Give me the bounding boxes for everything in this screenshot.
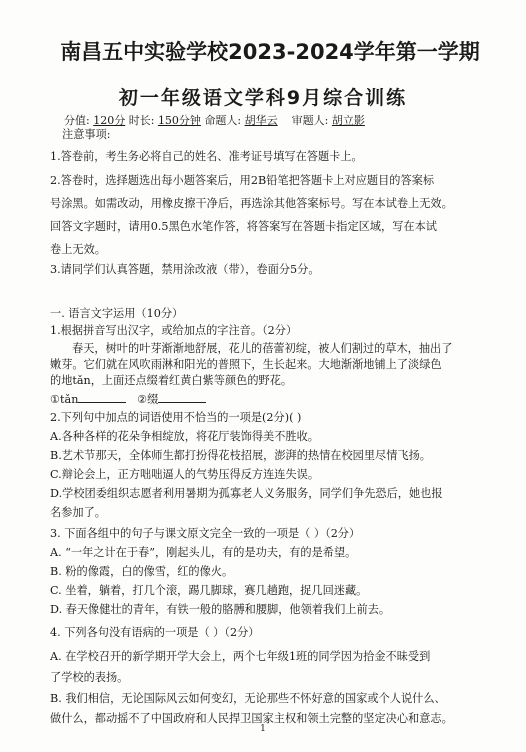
time-label: 时长: — [128, 114, 155, 127]
question-3-option: D. 春天像健壮的青年，有铁一般的胳膊和腰脚，他领着我们上前去。 — [50, 603, 391, 616]
note-line: 2.答卷时，选择题选出每小题答案后，用2B铅笔把答题卡上对应题目的答案标 — [50, 174, 435, 187]
question-1-stem: 1.根据拼音写出汉字，或给加点的字注音。（2分） — [50, 324, 298, 337]
author-value: 胡华云 — [244, 114, 278, 127]
note-line: 3.请同学们认真答题，禁用涂改液（带），卷面分5分。 — [50, 263, 320, 276]
exam-subtitle: 初一年级语文学科9月综合训练 — [118, 87, 408, 109]
question-2-option: B.艺术节那天，全体师生都打扮得花枝招展，澎湃的热情在校园里尽情飞扬。 — [50, 449, 431, 462]
note-line: 卷上无效。 — [50, 243, 106, 256]
question-1-passage-line: 的地tǎn，上面还点缀着红黄白紫等颜色的野花。 — [50, 374, 293, 387]
question-4-stem: 4. 下列各句没有语病的一项是（ ）（2分） — [50, 626, 260, 639]
question-2-option: 名参加了。 — [50, 506, 106, 519]
question-4-option: 做什么，都动摇不了中国政府和人民捍卫国家主权和领土完整的坚定决心和意志。 — [50, 712, 453, 725]
reviewer-value: 胡立影 — [331, 114, 365, 127]
question-1-passage-line: 春天，树叶的叶芽渐渐地舒展，花儿的蓓蕾初绽，被人们割过的草木，抽出了 — [72, 342, 453, 355]
score-value: 120分 — [93, 114, 126, 127]
page-number: 1 — [260, 724, 266, 734]
blank-1-line[interactable] — [78, 392, 126, 403]
question-3-stem: 3. 下面各组中的句子与课文原文完全一致的一项是（ ）（2分） — [50, 527, 361, 540]
question-3-option: A. “一年之计在于春”，刚起头儿，有的是功夫，有的是希望。 — [50, 546, 357, 559]
blank-2-line[interactable] — [158, 392, 206, 403]
score-label: 分值: — [64, 114, 90, 127]
note-line: 号涂黑。如需改动，用橡皮擦干净后，再选涂其他答案标号。写在本试卷上无效。 — [50, 197, 453, 210]
notes-heading: 注意事项: — [62, 128, 111, 141]
note-line: 回答文字题时，请用0.5黑色水笔作答，将答案写在答题卡指定区域，写在本试 — [50, 220, 437, 233]
question-4-option: A. 在学校召开的新学期开学大会上，两个七年级1班的同学因为拾金不昧受到 — [50, 650, 431, 663]
question-2-option: C.辩论会上，正方咄咄逼人的气势压得反方连连失误。 — [50, 468, 320, 481]
question-2-option: A.各种各样的花朵争相绽放，将花厅装饰得美不胜收。 — [50, 430, 319, 443]
reviewer-label: 审题人: — [291, 114, 329, 127]
question-4-option: B. 我们相信，无论国际风云如何变幻，无论那些不怀好意的国家或个人说什么、 — [50, 692, 446, 705]
exam-meta — [64, 112, 365, 128]
exam-title: 南昌五中实验学校2023-2024学年第一学期 — [60, 40, 480, 64]
question-1-blanks — [50, 392, 206, 407]
note-line: 1.答卷前，考生务必将自己的姓名、准考证号填写在答题卡上。 — [50, 150, 363, 163]
section-heading: 一. 语言文字运用（10分） — [50, 307, 184, 320]
blank-2-label: ②缀 — [137, 393, 159, 406]
author-label: 命题人: — [204, 114, 242, 127]
question-1-passage-line: 嫩芽。它们就在风吹雨淋和阳光的普照下，生长起来。大地渐渐地铺上了淡绿色 — [50, 358, 442, 371]
question-2-option: D.学校团委组织志愿者利用暑期为孤寡老人义务服务，同学们争先恐后，她也报 — [50, 487, 443, 500]
blank-1-label: ①tǎn — [50, 393, 79, 406]
question-3-option: B. 粉的像霞，白的像雪，红的像火。 — [50, 565, 234, 578]
question-3-option: C. 坐着，躺着，打几个滚，踢几脚球，赛几趟跑，捉几回迷藏。 — [50, 584, 368, 597]
time-value: 150分钟 — [157, 114, 201, 127]
question-4-option: 了学校的表扬。 — [50, 671, 129, 684]
question-2-stem: 2.下列句中加点的词语使用不恰当的一项是(2分)( ) — [50, 411, 302, 424]
